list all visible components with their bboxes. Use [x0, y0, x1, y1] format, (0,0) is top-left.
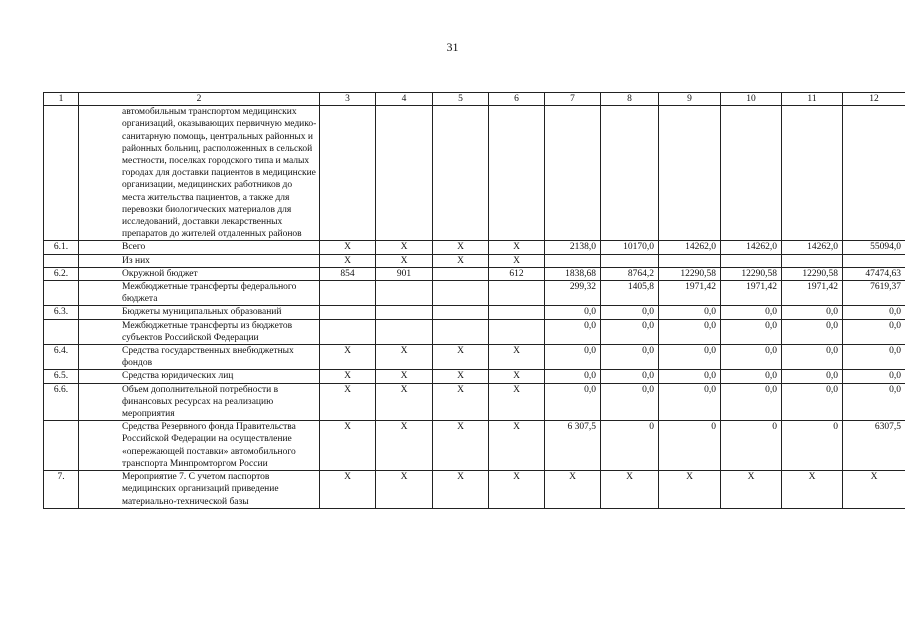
row-name: Мероприятие 7. С учетом паспортов медицинских организаций приведение материально-технической базы: [79, 471, 320, 509]
value-cell: 901: [376, 267, 433, 280]
value-cell: [433, 319, 489, 344]
value-cell: 0,0: [659, 370, 721, 383]
value-cell: 0,0: [601, 370, 659, 383]
value-cell: Х: [433, 254, 489, 267]
value-cell: Х: [433, 370, 489, 383]
col-header: 1: [44, 93, 79, 106]
value-cell: 1838,68: [545, 267, 601, 280]
table-row: [44, 106, 905, 241]
value-cell: 0,0: [843, 319, 905, 344]
value-cell: 0,0: [659, 306, 721, 319]
row-number: 6.3.: [44, 306, 79, 319]
value-cell: 12290,58: [659, 267, 721, 280]
value-cell: Х: [433, 345, 489, 370]
col-header: 3: [320, 93, 376, 106]
row-name: Окружной бюджет: [79, 267, 320, 280]
col-header: 11: [782, 93, 843, 106]
row-number: [44, 319, 79, 344]
value-cell: Х: [489, 254, 545, 267]
value-cell: 0,0: [545, 306, 601, 319]
value-cell: Х: [433, 383, 489, 421]
value-cell: 0,0: [782, 370, 843, 383]
value-cell: 0,0: [843, 383, 905, 421]
value-cell: Х: [489, 241, 545, 254]
value-cell: 0,0: [843, 306, 905, 319]
row-name: Межбюджетные трансферты из бюджетов субъектов Российской Федерации: [79, 319, 320, 344]
value-cell: [433, 306, 489, 319]
value-cell: [433, 267, 489, 280]
value-cell: 0,0: [545, 370, 601, 383]
value-cell: [489, 319, 545, 344]
value-cell: Х: [601, 471, 659, 509]
table-header-row: [44, 93, 905, 106]
row-name: Объем дополнительной потребности в финансовых ресурсах на реализацию мероприятия: [79, 383, 320, 421]
col-header: 8: [601, 93, 659, 106]
row-number: [44, 254, 79, 267]
value-cell: Х: [320, 383, 376, 421]
value-cell: 0,0: [545, 345, 601, 370]
value-cell: [843, 254, 905, 267]
value-cell: 0,0: [843, 345, 905, 370]
value-cell: 6 307,5: [545, 421, 601, 471]
value-cell: Х: [376, 421, 433, 471]
value-cell: 0,0: [659, 383, 721, 421]
value-cell: [782, 254, 843, 267]
value-cell: [721, 106, 782, 241]
value-cell: 55094,0: [843, 241, 905, 254]
table-row: [44, 241, 905, 254]
row-number: [44, 106, 79, 241]
value-cell: [489, 106, 545, 241]
value-cell: 8764,2: [601, 267, 659, 280]
value-cell: Х: [376, 254, 433, 267]
value-cell: 7619,37: [843, 281, 905, 306]
value-cell: Х: [782, 471, 843, 509]
row-name: Средства юридических лиц: [79, 370, 320, 383]
value-cell: [320, 306, 376, 319]
table-row: [44, 370, 905, 383]
value-cell: 0,0: [721, 345, 782, 370]
value-cell: 0,0: [721, 383, 782, 421]
budget-table: [43, 92, 905, 509]
value-cell: Х: [376, 345, 433, 370]
col-header: 7: [545, 93, 601, 106]
row-name: Из них: [79, 254, 320, 267]
col-header: 6: [489, 93, 545, 106]
value-cell: Х: [320, 241, 376, 254]
value-cell: [782, 106, 843, 241]
col-header: 4: [376, 93, 433, 106]
col-header: 10: [721, 93, 782, 106]
value-cell: 0,0: [721, 370, 782, 383]
table-row: [44, 383, 905, 421]
value-cell: 0,0: [782, 319, 843, 344]
row-number: 6.2.: [44, 267, 79, 280]
col-header: 9: [659, 93, 721, 106]
value-cell: [320, 106, 376, 241]
value-cell: [433, 281, 489, 306]
table-row: [44, 421, 905, 471]
value-cell: Х: [433, 241, 489, 254]
value-cell: 1971,42: [659, 281, 721, 306]
value-cell: Х: [489, 383, 545, 421]
value-cell: 0: [782, 421, 843, 471]
value-cell: 0: [721, 421, 782, 471]
value-cell: Х: [376, 241, 433, 254]
value-cell: Х: [433, 471, 489, 509]
value-cell: 14262,0: [721, 241, 782, 254]
table-row: [44, 254, 905, 267]
row-number: 6.6.: [44, 383, 79, 421]
value-cell: [545, 254, 601, 267]
value-cell: [601, 254, 659, 267]
table-row: [44, 267, 905, 280]
value-cell: 612: [489, 267, 545, 280]
value-cell: 0,0: [659, 345, 721, 370]
table-row: [44, 306, 905, 319]
row-name: Всего: [79, 241, 320, 254]
value-cell: Х: [659, 471, 721, 509]
value-cell: 0,0: [843, 370, 905, 383]
row-name: Межбюджетные трансферты федерального бюджета: [79, 281, 320, 306]
value-cell: [376, 319, 433, 344]
value-cell: [489, 281, 545, 306]
value-cell: 1405,8: [601, 281, 659, 306]
value-cell: [659, 106, 721, 241]
value-cell: [320, 281, 376, 306]
col-header: 2: [79, 93, 320, 106]
table-row: [44, 281, 905, 306]
row-number: [44, 421, 79, 471]
value-cell: Х: [320, 421, 376, 471]
page-number: 31: [446, 40, 459, 54]
value-cell: 14262,0: [782, 241, 843, 254]
row-number: 6.5.: [44, 370, 79, 383]
value-cell: 0,0: [721, 319, 782, 344]
value-cell: 0,0: [782, 383, 843, 421]
row-name: автомобильным транспортом медицинских организаций, оказывающих первичную медико-санитарную помощь, центральных районных и районных больниц, расположенных в сельской местности, поселках городского типа и малых городах для доставки пациентов в медицинские организации, медицинских работников до места жительства пациентов, а также для перевозки биологических материалов для исследований, доставки лекарственных препаратов до жителей отдаленных районов: [79, 106, 320, 241]
value-cell: [433, 106, 489, 241]
row-name: Бюджеты муниципальных образований: [79, 306, 320, 319]
row-name: Средства Резервного фонда Правительства Российской Федерации на осуществление «опережающей поставки» автомобильного транспорта Минпромторгом России: [79, 421, 320, 471]
value-cell: 0,0: [659, 319, 721, 344]
value-cell: Х: [489, 345, 545, 370]
table-row: [44, 471, 905, 509]
value-cell: 0,0: [601, 306, 659, 319]
value-cell: [320, 319, 376, 344]
value-cell: [376, 106, 433, 241]
row-number: 6.4.: [44, 345, 79, 370]
value-cell: 12290,58: [721, 267, 782, 280]
value-cell: [659, 254, 721, 267]
value-cell: 0,0: [601, 319, 659, 344]
value-cell: [376, 281, 433, 306]
value-cell: 47474,63: [843, 267, 905, 280]
value-cell: Х: [320, 254, 376, 267]
value-cell: [489, 306, 545, 319]
value-cell: Х: [320, 471, 376, 509]
value-cell: 0,0: [782, 306, 843, 319]
value-cell: 854: [320, 267, 376, 280]
value-cell: [545, 106, 601, 241]
value-cell: 12290,58: [782, 267, 843, 280]
col-header: 12: [843, 93, 905, 106]
value-cell: [843, 106, 905, 241]
value-cell: 1971,42: [721, 281, 782, 306]
value-cell: Х: [320, 370, 376, 383]
value-cell: Х: [489, 471, 545, 509]
row-number: 6.1.: [44, 241, 79, 254]
col-header: 5: [433, 93, 489, 106]
value-cell: 0,0: [782, 345, 843, 370]
value-cell: Х: [489, 370, 545, 383]
value-cell: Х: [376, 370, 433, 383]
table-row: [44, 319, 905, 344]
value-cell: 0,0: [721, 306, 782, 319]
value-cell: [601, 106, 659, 241]
value-cell: Х: [320, 345, 376, 370]
value-cell: 0,0: [545, 383, 601, 421]
value-cell: 0,0: [545, 319, 601, 344]
value-cell: Х: [721, 471, 782, 509]
value-cell: 10170,0: [601, 241, 659, 254]
value-cell: [721, 254, 782, 267]
value-cell: 6307,5: [843, 421, 905, 471]
value-cell: 0,0: [601, 383, 659, 421]
row-number: [44, 281, 79, 306]
value-cell: [376, 306, 433, 319]
row-number: 7.: [44, 471, 79, 509]
value-cell: Х: [433, 421, 489, 471]
value-cell: 2138,0: [545, 241, 601, 254]
value-cell: 1971,42: [782, 281, 843, 306]
value-cell: Х: [489, 421, 545, 471]
value-cell: 0: [659, 421, 721, 471]
value-cell: Х: [376, 383, 433, 421]
table-row: [44, 345, 905, 370]
value-cell: Х: [843, 471, 905, 509]
value-cell: 0,0: [601, 345, 659, 370]
value-cell: Х: [545, 471, 601, 509]
value-cell: 299,32: [545, 281, 601, 306]
value-cell: 0: [601, 421, 659, 471]
value-cell: Х: [376, 471, 433, 509]
value-cell: 14262,0: [659, 241, 721, 254]
row-name: Средства государственных внебюджетных фондов: [79, 345, 320, 370]
